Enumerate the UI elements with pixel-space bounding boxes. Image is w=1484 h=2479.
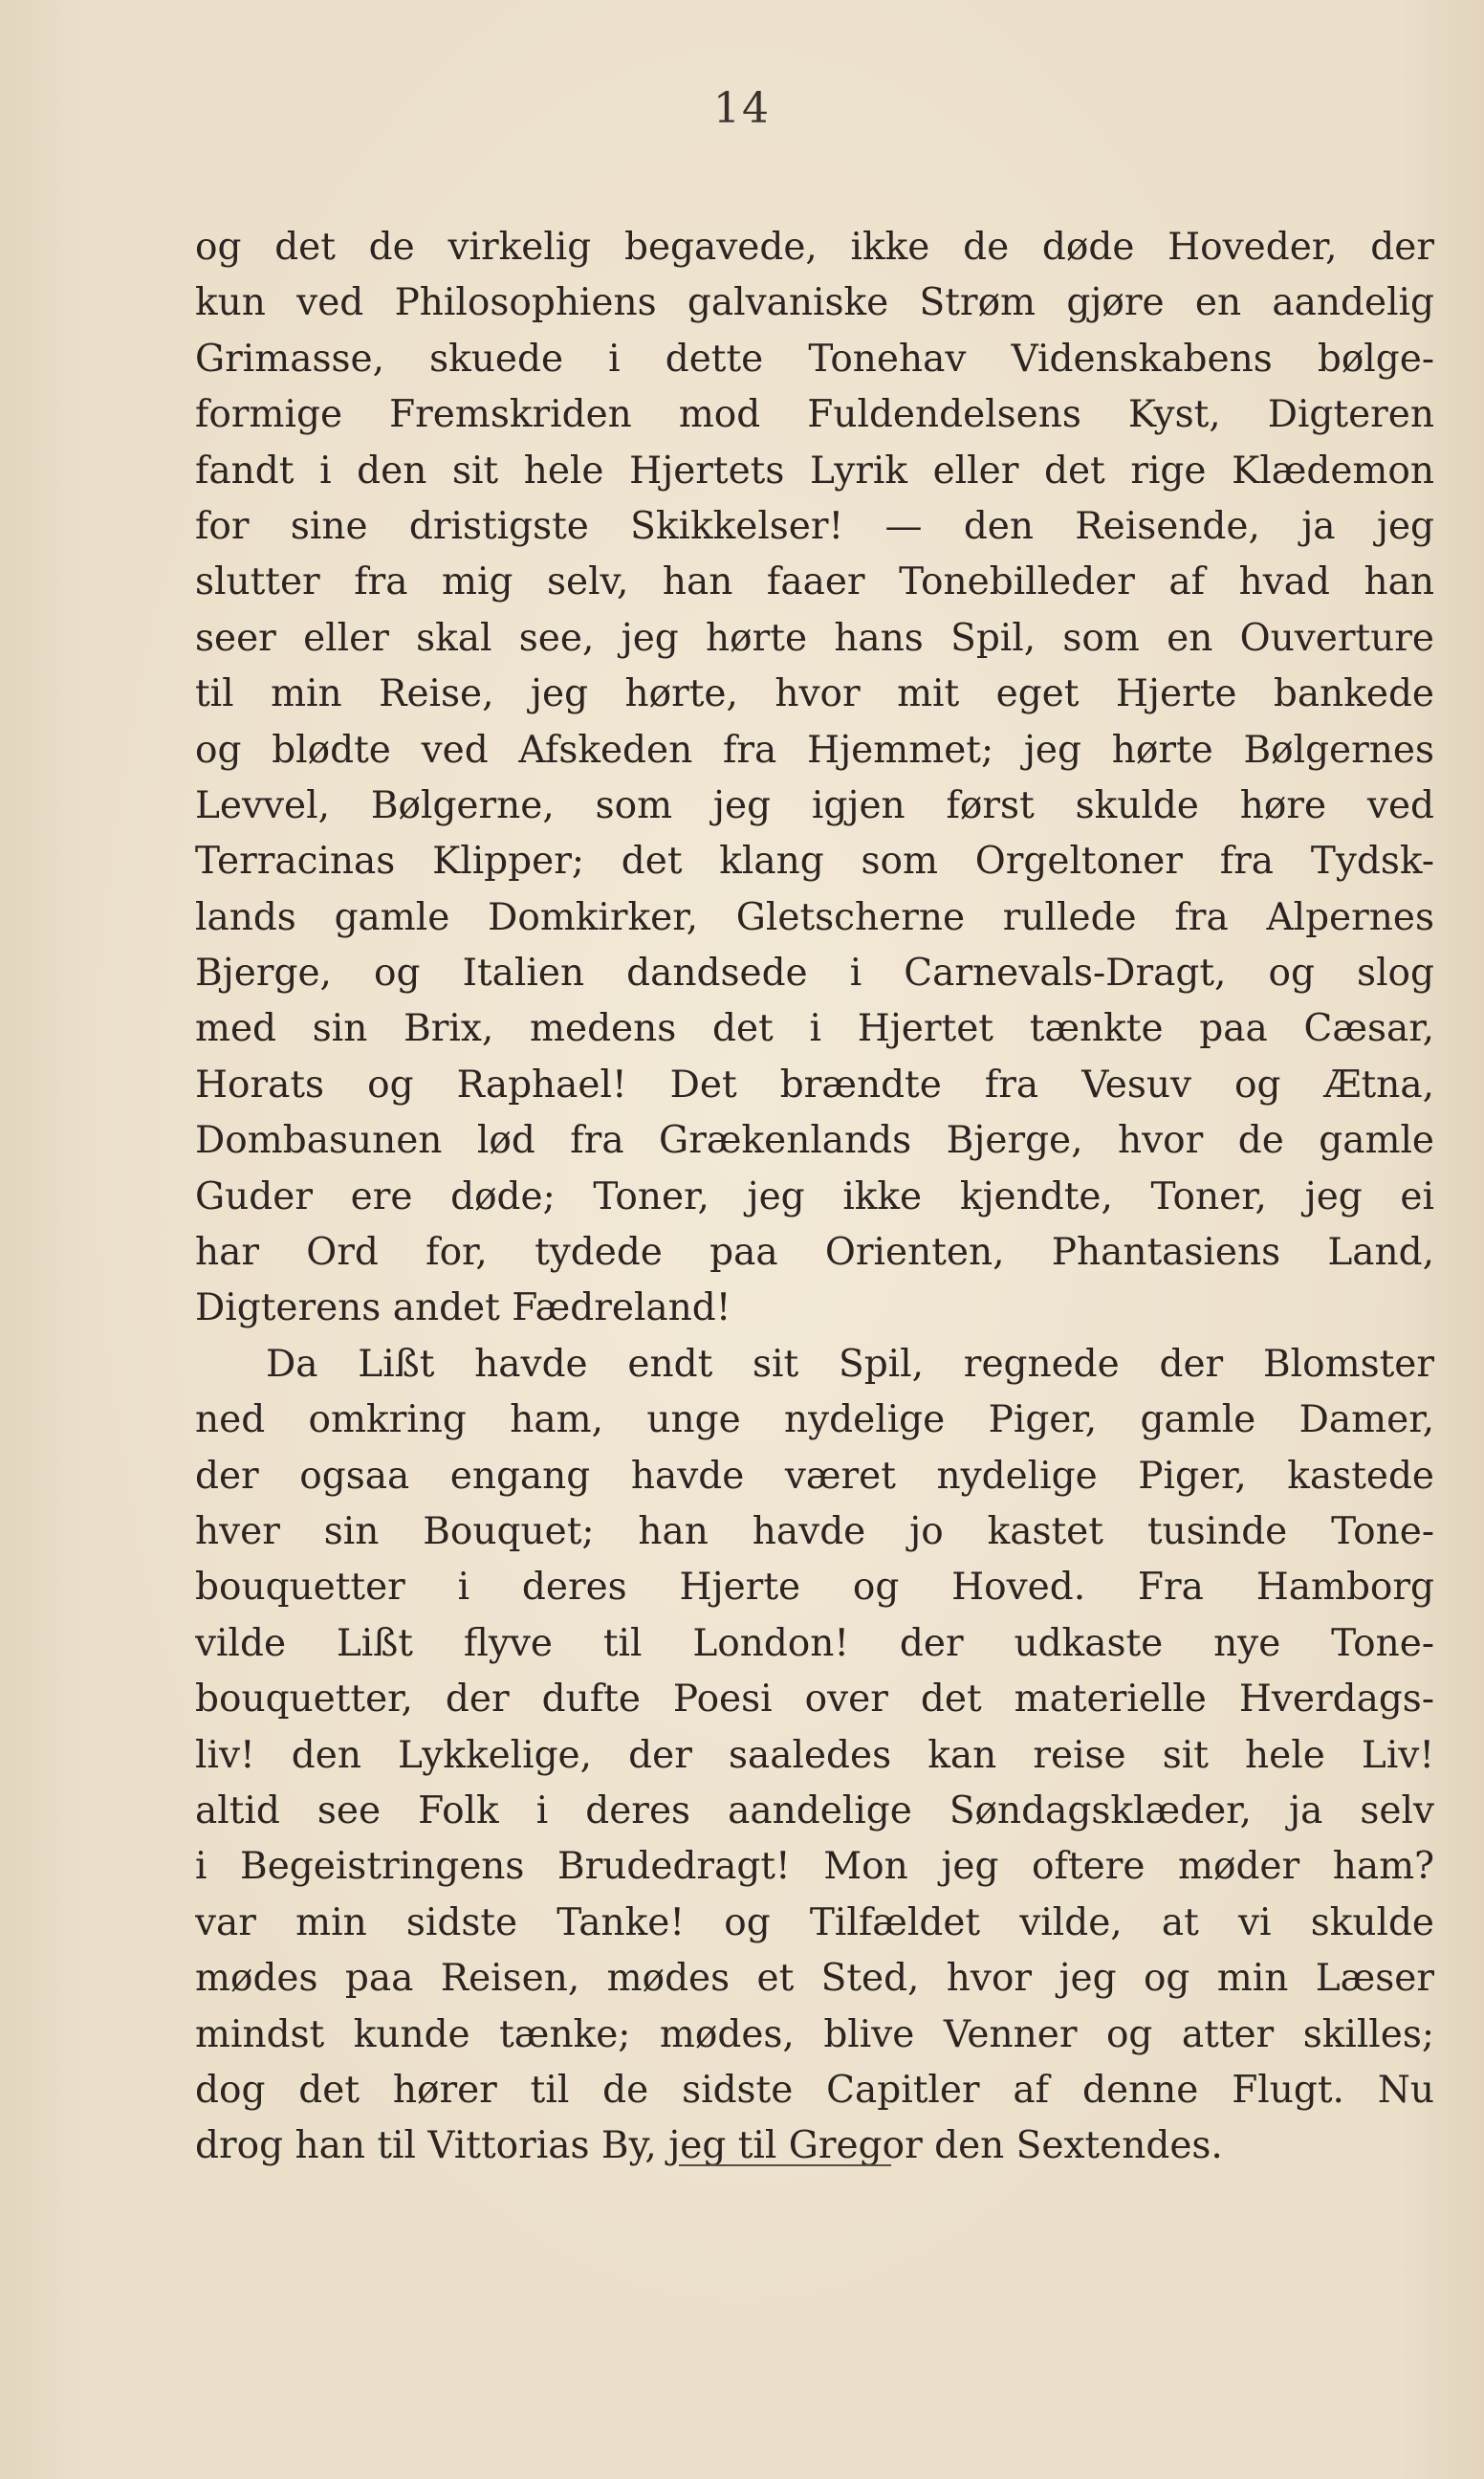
text-line: liv! den Lykkelige, der saaledes kan reise sit hele Liv! — [195, 1733, 1434, 1777]
text-line: med sin Brix, medens det i Hjertet tænkte paa Cæsar, — [195, 1007, 1434, 1051]
text-line: Terracinas Klipper; det klang som Orgeltoner fra Tydsk- — [195, 840, 1434, 884]
text-line: kun ved Philosophiens galvaniske Strøm gjøre en aandelig — [195, 281, 1434, 325]
page-number: 14 — [713, 84, 771, 133]
text-line: Da Lißt havde endt sit Spil, regnede der Blomster — [266, 1342, 1434, 1386]
text-line: lands gamle Domkirker, Gletscherne rullede fra Alpernes — [195, 895, 1434, 939]
text-line: Bjerge, og Italien dandsede i Carnevals-Dragt, og slog — [195, 952, 1434, 996]
text-line: var min sidste Tanke! og Tilfældet vilde, at vi skulde — [195, 1900, 1434, 1944]
text-line: til min Reise, jeg hørte, hvor mit eget Hjerte bankede — [195, 672, 1434, 716]
text-line: drog han til Vittorias By, jeg til Gregor den Sextendes. — [195, 2124, 1223, 2168]
text-line: Digterens andet Fædreland! — [195, 1286, 731, 1330]
text-line: hver sin Bouquet; han havde jo kastet tusinde Tone- — [195, 1509, 1434, 1553]
text-line: der ogsaa engang havde været nydelige Piger, kastede — [195, 1454, 1434, 1498]
text-line: Dombasunen lød fra Grækenlands Bjerge, hvor de gamle — [195, 1119, 1434, 1163]
text-line: slutter fra mig selv, han faaer Tonebilleder af hvad han — [195, 560, 1434, 604]
text-line: fandt i den sit hele Hjertets Lyrik eller det rige Klædemon — [195, 449, 1434, 493]
text-line: ned omkring ham, unge nydelige Piger, gamle Damer, — [195, 1398, 1434, 1442]
text-line: og blødte ved Afskeden fra Hjemmet; jeg hørte Bølgernes — [195, 728, 1434, 772]
text-line: vilde Lißt flyve til London! der udkaste nye Tone- — [195, 1621, 1434, 1665]
text-line: har Ord for, tydede paa Orienten, Phantasiens Land, — [195, 1231, 1434, 1275]
text-line: og det de virkelig begavede, ikke de døde Hoveder, der — [195, 226, 1434, 269]
text-line: i Begeistringens Brudedragt! Mon jeg oftere møder ham? — [195, 1845, 1434, 1889]
text-line: Horats og Raphael! Det brændte fra Vesuv og Ætna, — [195, 1063, 1434, 1107]
text-line: altid see Folk i deres aandelige Søndagsklæder, ja selv — [195, 1788, 1434, 1832]
body-text — [195, 220, 1434, 2175]
text-line: dog det hører til de sidste Capitler af denne Flugt. Nu — [195, 2068, 1434, 2112]
section-divider — [679, 2164, 891, 2166]
text-line: mødes paa Reisen, mødes et Sted, hvor jeg og min Læser — [195, 1957, 1434, 2001]
text-line: bouquetter i deres Hjerte og Hoved. Fra Hamborg — [195, 1566, 1434, 1610]
text-line: formige Fremskriden mod Fuldendelsens Kyst, Digteren — [195, 393, 1434, 437]
text-line: seer eller skal see, jeg hørte hans Spil, som en Ouverture — [195, 616, 1434, 660]
text-line: Guder ere døde; Toner, jeg ikke kjendte, Toner, jeg ei — [195, 1174, 1434, 1218]
text-line: mindst kunde tænke; mødes, blive Venner og atter skilles; — [195, 2012, 1434, 2056]
text-line: Grimasse, skuede i dette Tonehav Videnskabens bølge- — [195, 337, 1434, 381]
text-line: bouquetter, der dufte Poesi over det materielle Hverdags- — [195, 1678, 1434, 1722]
text-line: for sine dristigste Skikkelser! — den Reisende, ja jeg — [195, 504, 1434, 548]
text-line: Levvel, Bølgerne, som jeg igjen først skulde høre ved — [195, 783, 1434, 827]
